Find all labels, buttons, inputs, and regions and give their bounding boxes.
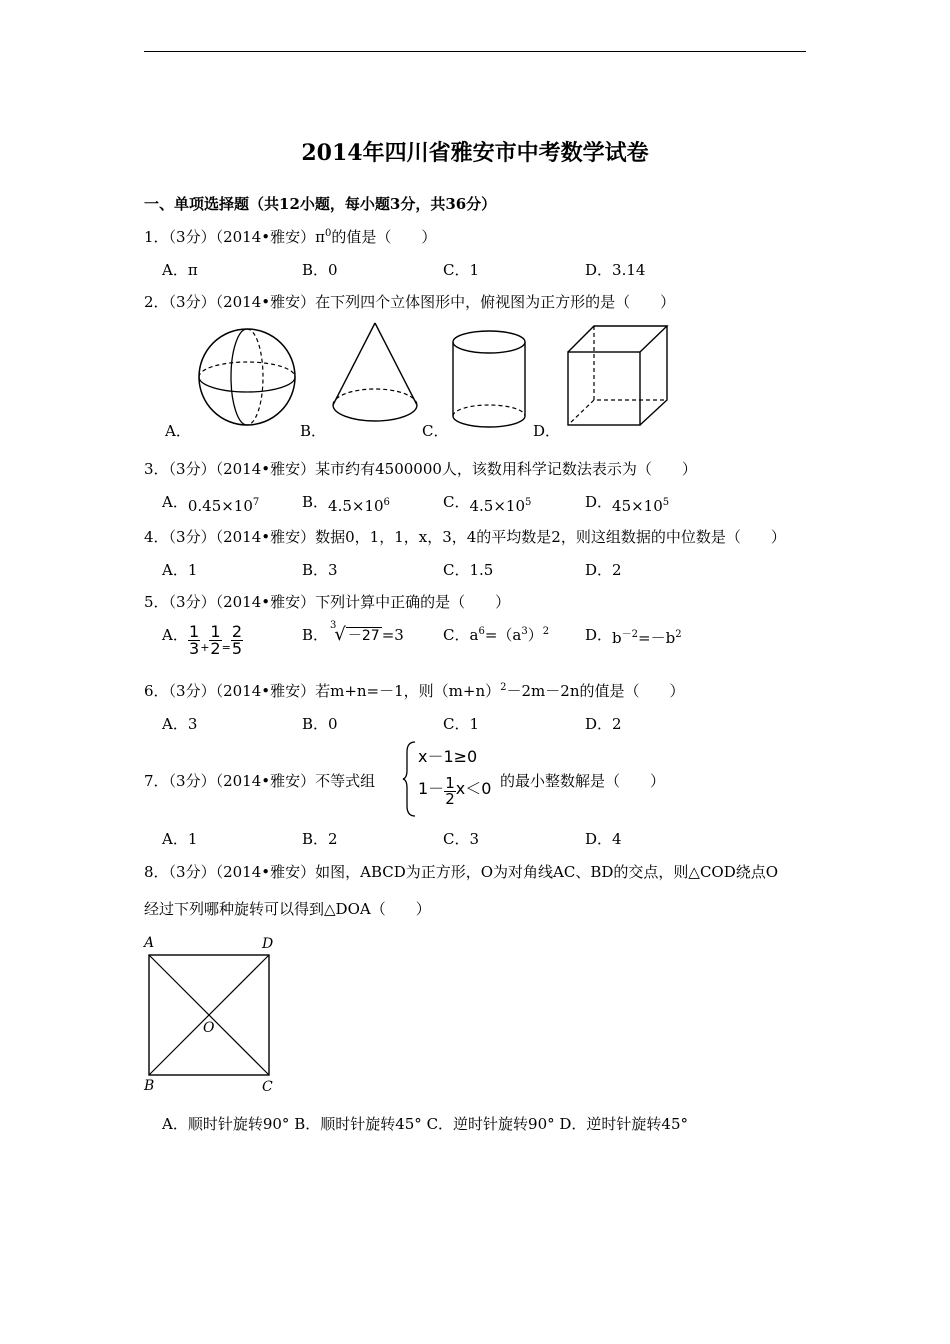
system-brace [403, 740, 417, 818]
q5-option-c: C．$a^6=(a^3)^2$ [443, 626, 550, 644]
question-8-line2: 经过下列哪种旋转可以得到△DOA（ ） [144, 900, 431, 918]
header-rule [144, 51, 806, 52]
q3-option-b: B．$4.5\times 10^6$ [302, 493, 390, 515]
q1-option-b: B．0 [302, 261, 338, 279]
q7-option-d: D．4 [585, 830, 622, 848]
label-D: D [262, 936, 274, 952]
q5-option-a-expression: $\frac{1}{3}$ $_+$ $\frac{1}{2}$ $_=$ $\frac{2}{5}$ [189, 622, 242, 658]
cone-figure [330, 320, 422, 428]
square-diagram [140, 933, 280, 1095]
question-4: 4．（3分）（2014•雅安）数据0，1，1，x，3，4的平均数是2，则这组数据的中位数是（ ） [144, 528, 786, 546]
question-7-prefix: 7．（3分）（2014•雅安）不等式组 [144, 772, 376, 790]
q3-option-a: A．$0.45\times 10^7$ [162, 493, 260, 515]
q4-option-b: B．3 [302, 561, 338, 579]
question-3: 3．（3分）（2014•雅安）某市约有4500000人，该数用科学记数法表示为（ ） [144, 460, 697, 478]
q8-options: A．顺时针旋转90° B．顺时针旋转45° C．逆时针旋转90° D．逆时针旋转45° [162, 1115, 689, 1133]
question-7-suffix: 的最小整数解是（ ） [500, 772, 666, 790]
question-1: 1．（3分）（2014•雅安）$\pi^0$的值是（ ） [144, 228, 437, 246]
q7-option-a: A．1 [162, 830, 198, 848]
page-title: 2014年四川省雅安市中考数学试卷 [301, 140, 649, 166]
question-8-line1: 8．（3分）（2014•雅安）如图，ABCD为正方形，O为对角线AC、BD的交点，则△COD绕点O [144, 863, 779, 881]
inequality-1: x－1≥0 [418, 747, 478, 766]
q2-option-b: B． [300, 422, 327, 440]
q7-option-b: B．2 [302, 830, 338, 848]
q5-option-b: B．$^3$√ －27 =3 [302, 620, 404, 645]
cube-figure [565, 323, 671, 429]
q6-option-c: C．1 [443, 715, 480, 733]
inequality-2: 1－ $\frac{1}{2}$ x＜0 [418, 774, 492, 808]
q2-option-c: C． [422, 422, 449, 440]
q7-option-c: C．3 [443, 830, 480, 848]
q2-option-a: A． [165, 422, 191, 440]
q6-option-d: D．2 [585, 715, 622, 733]
q3-option-d: D．$45\times 10^5$ [585, 493, 670, 515]
label-B: B [144, 1078, 155, 1094]
q4-option-c: C．1.5 [443, 561, 494, 579]
label-A: A [144, 935, 155, 951]
q5-option-d: D．$b^{-2}=-b^2$ [585, 626, 682, 647]
q2-option-d: D． [533, 422, 561, 440]
q3-option-c: C．$4.5\times 10^5$ [443, 493, 532, 515]
question-2: 2．（3分）（2014•雅安）在下列四个立体图形中，俯视图为正方形的是（ ） [144, 293, 676, 311]
q1-option-d: D．3.14 [585, 261, 646, 279]
q4-option-d: D．2 [585, 561, 622, 579]
q4-option-a: A．1 [162, 561, 198, 579]
sphere-figure [195, 325, 305, 430]
q6-option-a: A．3 [162, 715, 198, 733]
q1-option-a: A．π [162, 261, 198, 279]
label-O: O [203, 1020, 215, 1036]
question-5: 5．（3分）（2014•雅安）下列计算中正确的是（ ） [144, 593, 511, 611]
q5-option-a-label: A． [162, 626, 188, 644]
section-heading: 一、单项选择题（共12小题，每小题3分，共36分） [144, 195, 497, 213]
q1-option-c: C．1 [443, 261, 480, 279]
label-C: C [262, 1079, 273, 1095]
q6-option-b: B．0 [302, 715, 338, 733]
cylinder-figure [451, 328, 531, 430]
question-6: 6．（3分）（2014•雅安）若m+n=－1，则$(m+n)^2-2m-2n$的值是（ ） [144, 682, 685, 700]
